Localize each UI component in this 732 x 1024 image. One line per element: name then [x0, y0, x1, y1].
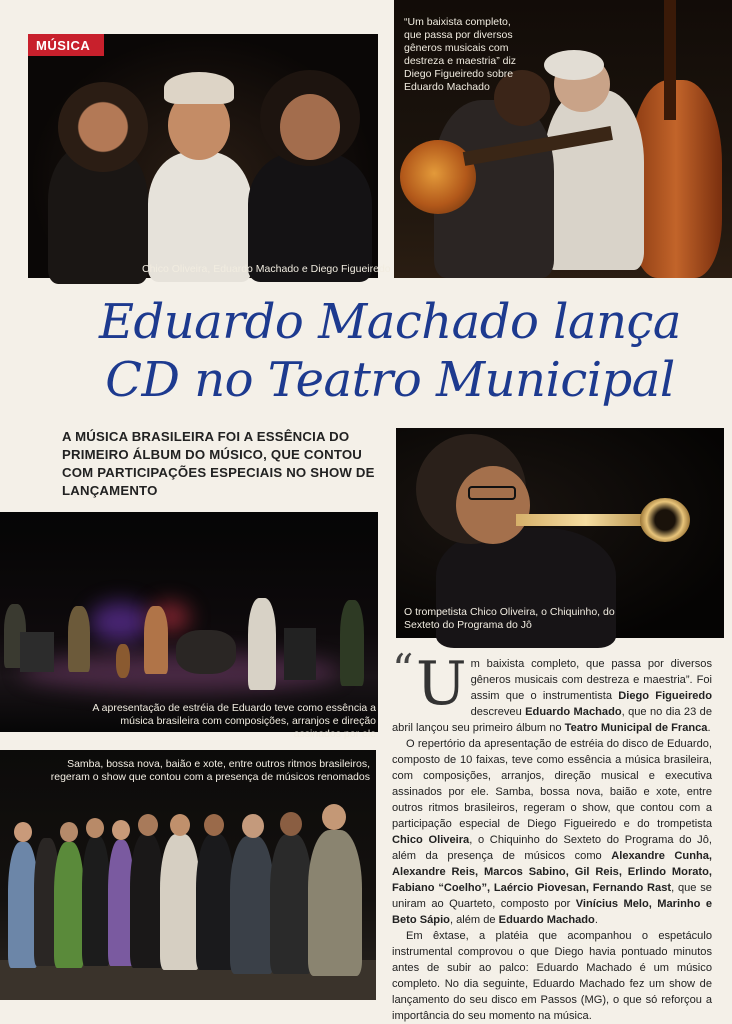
paragraph-1: Um baixista completo, que passa por diversos gêneros musicais com destreza e maestria”. Foi assim que o instrumentista Diego Figueiredo descreveu Eduardo Machado, que no dia 23 de abril lançou seu primeiro álbum no Teatro Municipal de Franca. [392, 649, 712, 734]
photo-group [0, 750, 376, 1000]
dropcap: U [416, 649, 467, 719]
photo-caption-stage: A apresentação de estréia de Eduardo teve como essência a música brasileira com composições, arranjos e direção assinados por ele [92, 702, 376, 740]
photo-duo [394, 0, 732, 278]
paragraph-2: O repertório da apresentação de estréia do disco de Eduardo, composto de 10 faixas, teve como essência a música brasileira, com composições, arranjos, direção musical e executiva assinados por ele. Samba, bossa nova, baião e xote, entre outros ritmos brasileiros, regeram o show, que contou com a participação especial de Diego Figueiredo e do trompetista Chico Oliveira, o Chiquinho do Sexteto do Programa do Jô, além da presença de músicos como Alexandre Cunha, Alexandre Reis, Marcos Sabino, Gil Reis, Erlindo Morato, Fabiano “Coelho”, Laércio Piovesan, Fernando Rast, que se uniram ao Quarteto, composto por Vinícius Melo, Marinho e Beto Sápio, além de Eduardo Machado. [392, 738, 712, 926]
photo-quote-duo: “Um baixista completo, que passa por diversos gêneros musicais com destreza e maestria” diz Diego Figueiredo sobre Eduardo Machado [404, 16, 517, 93]
photo-trumpet [396, 428, 724, 638]
photo-trio [28, 34, 391, 278]
article-body [392, 649, 712, 1024]
headline-line-1: Eduardo Machado lança [98, 294, 682, 350]
paragraph-3: Em êxtase, a platéia que acompanhou o espetáculo instrumental comprovou o que Diego havia pontuado minutos antes de subir ao palco: Eduardo Machado é um músico completo. No dia seguinte, Eduardo Machado fez um show de lançamento do seu disco em Passos (MG), o que só reforçou a importância do seu momento na música. [392, 930, 712, 1022]
opening-quote-mark: “ [392, 645, 414, 694]
headline-line-2: CD no Teatro Municipal [105, 352, 675, 408]
photo-caption-trumpet: O trompetista Chico Oliveira, o Chiquinho, do Sexteto do Programa do Jô [404, 606, 615, 631]
photo-stage [0, 512, 378, 740]
subheadline: A MÚSICA BRASILEIRA FOI A ESSÊNCIA DO PRIMEIRO ÁLBUM DO MÚSICO, QUE CONTOU COM PARTICIPAÇÕES ESPECIAIS NO SHOW DE LANÇAMENTO [62, 429, 375, 498]
photo-caption-group: Samba, bossa nova, baião e xote, entre outros ritmos brasileiros, regeram o show que contou com a presença de músicos renomados [50, 758, 370, 783]
section-tag: MÚSICA [28, 34, 104, 56]
photo-caption-trio: Chico Oliveira, Eduardo Machado e Diego Figueiredo [142, 263, 391, 275]
